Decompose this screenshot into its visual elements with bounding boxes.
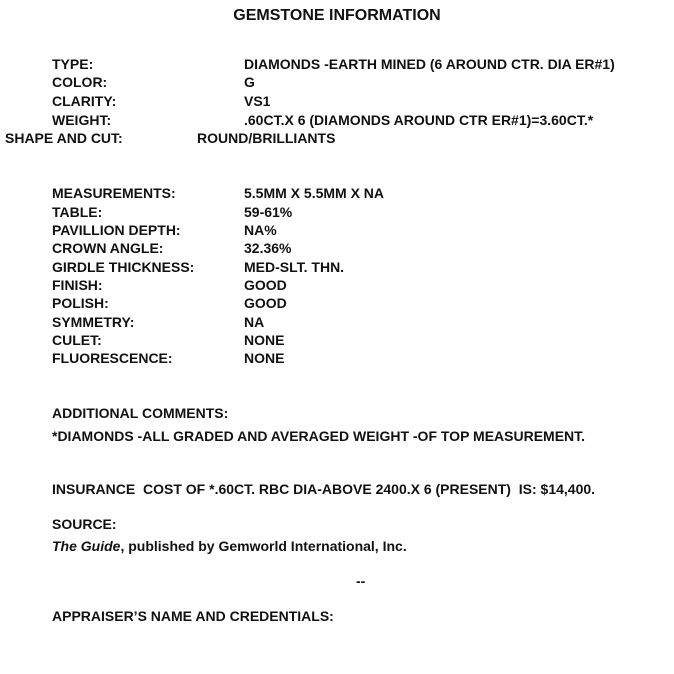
weight-value: .60CT.X 6 (DIAMONDS AROUND CTR ER#1)=3.60CT.* (244, 112, 594, 128)
source-heading: SOURCE: (52, 516, 117, 532)
source-citation (52, 538, 407, 555)
source-publisher: , published by Gemworld International, Inc. (120, 538, 407, 554)
source-book-title: The Guide (52, 538, 121, 554)
symmetry-value: NA (244, 314, 265, 330)
fluorescence-label: FLUORESCENCE: (52, 350, 173, 366)
finish-label: FINISH: (52, 277, 103, 293)
additional-comments-heading: ADDITIONAL COMMENTS: (52, 405, 229, 421)
separator-dashes: -- (356, 573, 366, 589)
finish-value: GOOD (244, 277, 287, 293)
shape-value: ROUND/BRILLIANTS (197, 130, 336, 146)
culet-label: CULET: (52, 332, 102, 348)
clarity-value: VS1 (244, 93, 271, 109)
weight-label: WEIGHT: (52, 112, 112, 128)
girdle-thickness-value: MED-SLT. THN. (244, 259, 345, 275)
symmetry-label: SYMMETRY: (52, 314, 135, 330)
crown-angle-value: 32.36% (244, 240, 292, 256)
insurance-cost-text: INSURANCE COST OF *.60CT. RBC DIA-ABOVE 2400.X 6 (PRESENT) IS: $14,400. (52, 481, 596, 497)
polish-label: POLISH: (52, 295, 109, 311)
table-value: 59-61% (244, 204, 293, 220)
type-value: DIAMONDS -EARTH MINED (6 AROUND CTR. DIA ER#1) (244, 56, 615, 72)
crown-angle-label: CROWN ANGLE: (52, 240, 164, 256)
pavillion-depth-label: PAVILLION DEPTH: (52, 222, 181, 238)
polish-value: GOOD (244, 295, 287, 311)
table-label: TABLE: (52, 204, 103, 220)
measurements-value: 5.5MM X 5.5MM X NA (244, 185, 385, 201)
color-label: COLOR: (52, 74, 108, 90)
girdle-thickness-label: GIRDLE THICKNESS: (52, 259, 195, 275)
pavillion-depth-value: NA% (244, 222, 277, 238)
type-label: TYPE: (52, 56, 94, 72)
fluorescence-value: NONE (244, 350, 285, 366)
additional-comments-text: *DIAMONDS -ALL GRADED AND AVERAGED WEIGHT -OF TOP MEASUREMENT. (52, 428, 586, 444)
culet-value: NONE (244, 332, 285, 348)
appraiser-heading: APPRAISER’S NAME AND CREDENTIALS: (52, 608, 334, 624)
page-title: GEMSTONE INFORMATION (233, 7, 441, 24)
clarity-label: CLARITY: (52, 93, 117, 109)
measurements-label: MEASUREMENTS: (52, 185, 176, 201)
color-value: G (244, 74, 255, 90)
shape-label: SHAPE AND CUT: (5, 130, 123, 146)
